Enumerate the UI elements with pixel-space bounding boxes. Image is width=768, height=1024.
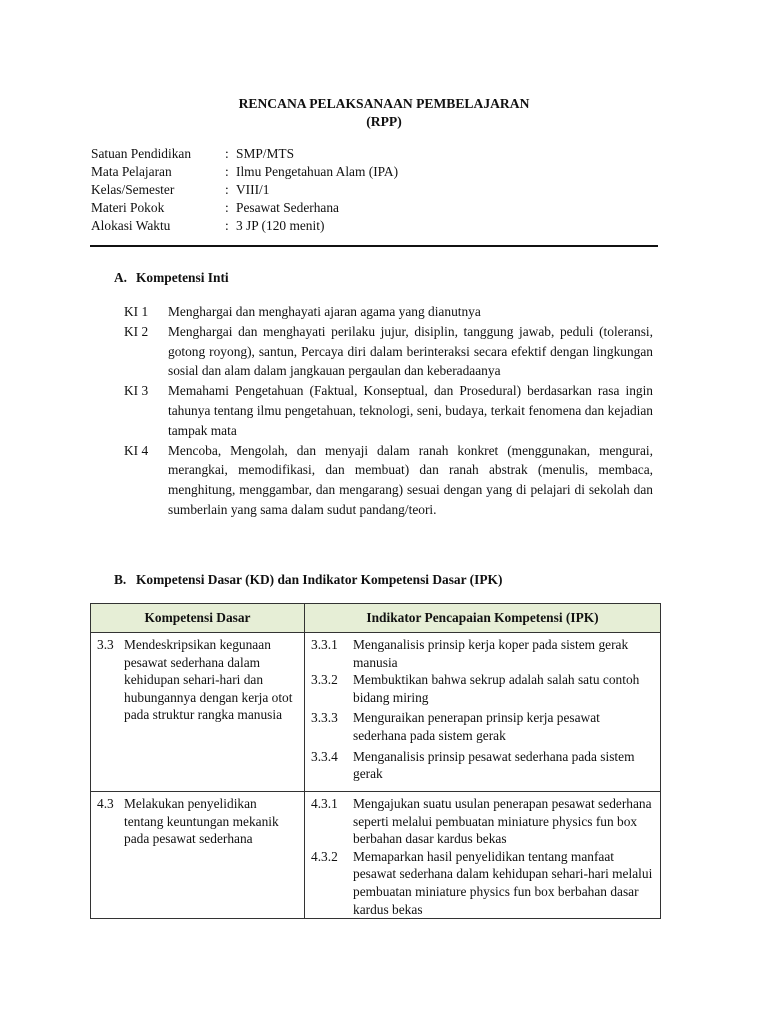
ki-text: Mencoba, Mengolah, dan menyaji dalam ranah konkret (menggunakan, mengurai, merangkai, memodifikasi, dan membuat) dan ranah abstrak (menulis, membaca, menghitung, menggambar, dan mengarang) sesuai dengan yang di pelajari di sekolah dan sumberlain yang sama dalam sudut pandang/teori.: [168, 442, 653, 517]
ipk-number: 3.3.2: [311, 672, 338, 688]
ki-code: KI 4: [124, 442, 149, 458]
identity-block: [91, 145, 398, 235]
ipk-number: 4.3.2: [311, 848, 338, 864]
ipk-text: Menganalisis prinsip pesawat sederhana pada sistem gerak: [353, 748, 635, 782]
meta-separator: :: [225, 218, 229, 233]
ipk-number: 4.3.1: [311, 796, 338, 811]
ipk-text: Mengajukan suatu usulan penerapan pesawat sederhana seperti melalui pembuatan miniature physics fun box berbahan dasar kardus bekas: [353, 796, 652, 847]
ki-code: KI 1: [124, 304, 149, 319]
meta-value: Pesawat Sederhana: [236, 200, 339, 215]
list-item: [124, 381, 653, 440]
kd-text: Mendeskripsikan kegunaan pesawat sederhana dalam kehidupan sehari-hari dan hubungannya dengan kerja otot pada struktur rangka manusia: [124, 637, 293, 723]
meta-row-kelas-semester: [91, 181, 398, 199]
meta-row-mata-pelajaran: [91, 163, 398, 181]
list-item: [124, 322, 653, 381]
document-subtitle: (RPP): [366, 114, 402, 129]
meta-label: Kelas/Semester: [91, 182, 175, 197]
meta-label: Alokasi Waktu: [91, 218, 171, 233]
ipk-text: Memaparkan hasil penyelidikan tentang manfaat pesawat sederhana dalam kehidupan sehari-hari melalui pembuatan miniature physics fun box berbahan dasar kardus bekas: [353, 848, 653, 917]
table-row: [91, 792, 661, 919]
horizontal-divider: [90, 245, 658, 247]
ipk-text: Menganalisis prinsip kerja koper pada sistem gerak manusia: [353, 637, 629, 670]
ki-code: KI 2: [124, 323, 149, 339]
section-title: Kompetensi Inti: [136, 270, 229, 285]
table-row: [91, 633, 661, 792]
kd-cell: [91, 633, 305, 792]
section-a-heading: [114, 269, 229, 287]
document-title: RENCANA PELAKSANAAN PEMBELAJARAN: [238, 96, 530, 111]
kompetensi-inti-list: [124, 302, 653, 520]
meta-label: Satuan Pendidikan: [91, 146, 192, 161]
kd-number: 4.3: [97, 796, 114, 811]
kd-cell: [91, 792, 305, 919]
ipk-cell: [305, 633, 661, 792]
section-letter: B.: [114, 572, 127, 587]
ki-code: KI 3: [124, 383, 149, 399]
section-b-heading: [114, 571, 502, 589]
meta-value: 3 JP (120 menit): [236, 218, 325, 233]
list-item: [124, 441, 653, 520]
meta-row-materi-pokok: [91, 199, 398, 217]
meta-value: Ilmu Pengetahuan Alam (IPA): [236, 164, 399, 179]
meta-separator: :: [225, 146, 229, 161]
ipk-cell: [305, 792, 661, 919]
ipk-item: [311, 709, 656, 744]
ipk-number: 3.3.1: [311, 637, 338, 652]
meta-label: Mata Pelajaran: [91, 164, 172, 179]
column-header-kd: Kompetensi Dasar: [91, 604, 305, 633]
ipk-item: [311, 671, 656, 706]
ipk-item: [311, 748, 656, 783]
ipk-item: [311, 636, 656, 671]
ki-text: Memahami Pengetahuan (Faktual, Konseptual, dan Prosedural) berdasarkan rasa ingin tahunya tentang ilmu pengetahuan, teknologi, seni, budaya, terkait fenomena dan kejadian tampak mata: [168, 383, 653, 438]
kd-text: Melakukan penyelidikan tentang keuntungan mekanik pada pesawat sederhana: [124, 796, 279, 847]
section-letter: A.: [114, 270, 128, 285]
table-header-row: [91, 604, 661, 633]
kd-ipk-table: [90, 603, 661, 919]
ipk-item: [311, 795, 656, 848]
meta-separator: :: [225, 182, 229, 197]
ipk-number: 3.3.3: [311, 710, 338, 726]
meta-value: VIII/1: [236, 182, 270, 197]
ki-text: Menghargai dan menghayati ajaran agama yang dianutnya: [168, 304, 481, 319]
meta-separator: :: [225, 200, 229, 215]
section-title: Kompetensi Dasar (KD) dan Indikator Kompetensi Dasar (IPK): [136, 572, 503, 587]
meta-value: SMP/MTS: [236, 146, 295, 161]
ipk-text: Membuktikan bahwa sekrup adalah salah satu contoh bidang miring: [353, 672, 640, 705]
meta-row-satuan-pendidikan: [91, 145, 398, 163]
ipk-text: Menguraikan penerapan prinsip kerja pesawat sederhana pada sistem gerak: [353, 710, 600, 743]
list-item: [124, 302, 653, 322]
kd-number: 3.3: [97, 637, 114, 652]
meta-label: Materi Pokok: [91, 200, 165, 215]
meta-row-alokasi-waktu: [91, 217, 398, 235]
ipk-number: 3.3.4: [311, 748, 338, 764]
ipk-item: [311, 848, 656, 918]
meta-separator: :: [225, 164, 229, 179]
column-header-ipk: Indikator Pencapaian Kompetensi (IPK): [305, 604, 661, 633]
ki-text: Menghargai dan menghayati perilaku jujur, disiplin, tanggung jawab, peduli (toleransi, gotong royong), santun, Percaya diri dalam berinteraksi secara efektif dengan lingkungan sosial dan alam dalam jangkauan pergaulan dan keberadaanya: [168, 323, 653, 379]
